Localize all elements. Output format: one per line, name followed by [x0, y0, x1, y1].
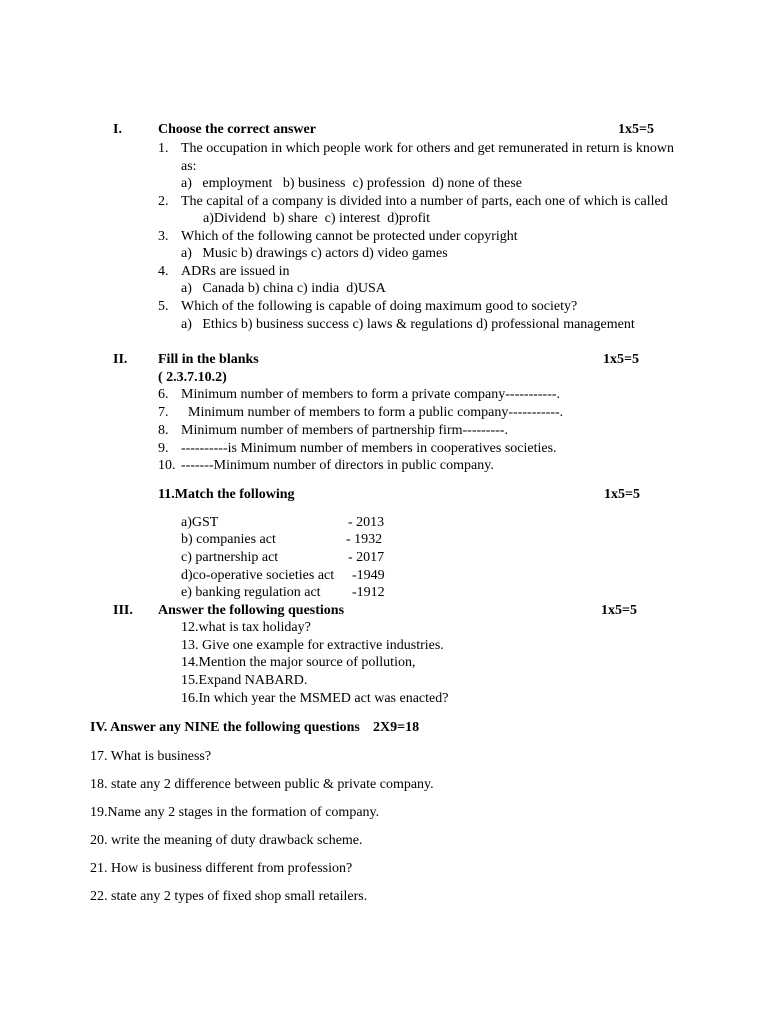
q9-num: 9. [158, 441, 169, 456]
q3-options: a) Music b) drawings c) actors d) video games [181, 246, 448, 261]
q4-text: ADRs are issued in [181, 264, 290, 279]
match-right-1: - 2013 [348, 515, 385, 530]
match-right-5: -1912 [352, 585, 385, 600]
match-right-3: - 2017 [348, 550, 385, 565]
match-left-5: e) banking regulation act [181, 585, 321, 600]
match-right-2: - 1932 [346, 532, 383, 547]
q8-text: Minimum number of members of partnership firm---------. [181, 423, 508, 438]
q2-num: 2. [158, 194, 169, 209]
q1-num: 1. [158, 141, 169, 156]
q10-num: 10. [158, 458, 176, 473]
q22: 22. state any 2 types of fixed shop small retailers. [90, 889, 368, 904]
match-heading: 11.Match the following [158, 487, 295, 502]
section3-heading: Answer the following questions [158, 603, 345, 618]
q15: 15.Expand NABARD. [181, 673, 308, 688]
q1-text: The occupation in which people work for others and get remunerated in return is known [181, 141, 674, 156]
match-left-3: c) partnership act [181, 550, 279, 565]
section4-heading: Answer any NINE the following questions [110, 720, 360, 735]
section1-heading: Choose the correct answer [158, 122, 316, 137]
q13: 13. Give one example for extractive industries. [181, 638, 444, 653]
q9-text: ----------is Minimum number of members in cooperatives societies. [181, 441, 557, 456]
match-left-1: a)GST [181, 515, 219, 530]
q17: 17. What is business? [90, 749, 212, 764]
section4-numeral: IV. [90, 720, 108, 735]
q16: 16.In which year the MSMED act was enacted? [181, 691, 449, 706]
section2-marks: 1x5=5 [603, 352, 639, 367]
q5-text: Which of the following is capable of doing maximum good to society? [181, 299, 578, 314]
section2-numeral: II. [113, 352, 128, 367]
q14: 14.Mention the major source of pollution, [181, 655, 416, 670]
q3-num: 3. [158, 229, 169, 244]
section4-marks: 2X9=18 [373, 720, 420, 735]
q21: 21. How is business different from profession? [90, 861, 353, 876]
q5-options: a) Ethics b) business success c) laws & regulations d) professional management [181, 317, 635, 332]
section3-marks: 1x5=5 [601, 603, 637, 618]
q7-num: 7. [158, 405, 169, 420]
q4-options: a) Canada b) china c) india d)USA [181, 281, 386, 296]
q3-text: Which of the following cannot be protected under copyright [181, 229, 518, 244]
q6-text: Minimum number of members to form a private company-----------. [181, 387, 561, 402]
q8-num: 8. [158, 423, 169, 438]
section3-numeral: III. [113, 603, 133, 618]
q1-options: a) employment b) business c) profession d) none of these [181, 176, 522, 191]
q6-num: 6. [158, 387, 169, 402]
section2-subheading: ( 2.3.7.10.2) [158, 370, 227, 385]
q4-num: 4. [158, 264, 169, 279]
q7-text: Minimum number of members to form a public company-----------. [181, 405, 564, 420]
q20: 20. write the meaning of duty drawback scheme. [90, 833, 363, 848]
q2-options: a)Dividend b) share c) interest d)profit [203, 211, 431, 226]
q18: 18. state any 2 difference between public & private company. [90, 777, 434, 792]
q19: 19.Name any 2 stages in the formation of company. [90, 805, 380, 820]
section2-heading: Fill in the blanks [158, 352, 259, 367]
q5-num: 5. [158, 299, 169, 314]
q12: 12.what is tax holiday? [181, 620, 311, 635]
match-left-4: d)co-operative societies act [181, 568, 335, 583]
section1-marks: 1x5=5 [618, 122, 654, 137]
match-left-2: b) companies act [181, 532, 276, 547]
q10-text: -------Minimum number of directors in public company. [181, 458, 494, 473]
section1-numeral: I. [113, 122, 122, 137]
match-marks: 1x5=5 [604, 487, 640, 502]
match-right-4: -1949 [352, 568, 385, 583]
q1-text-cont: as: [181, 159, 197, 174]
q2-text: The capital of a company is divided into a number of parts, each one of which is called [181, 194, 668, 209]
